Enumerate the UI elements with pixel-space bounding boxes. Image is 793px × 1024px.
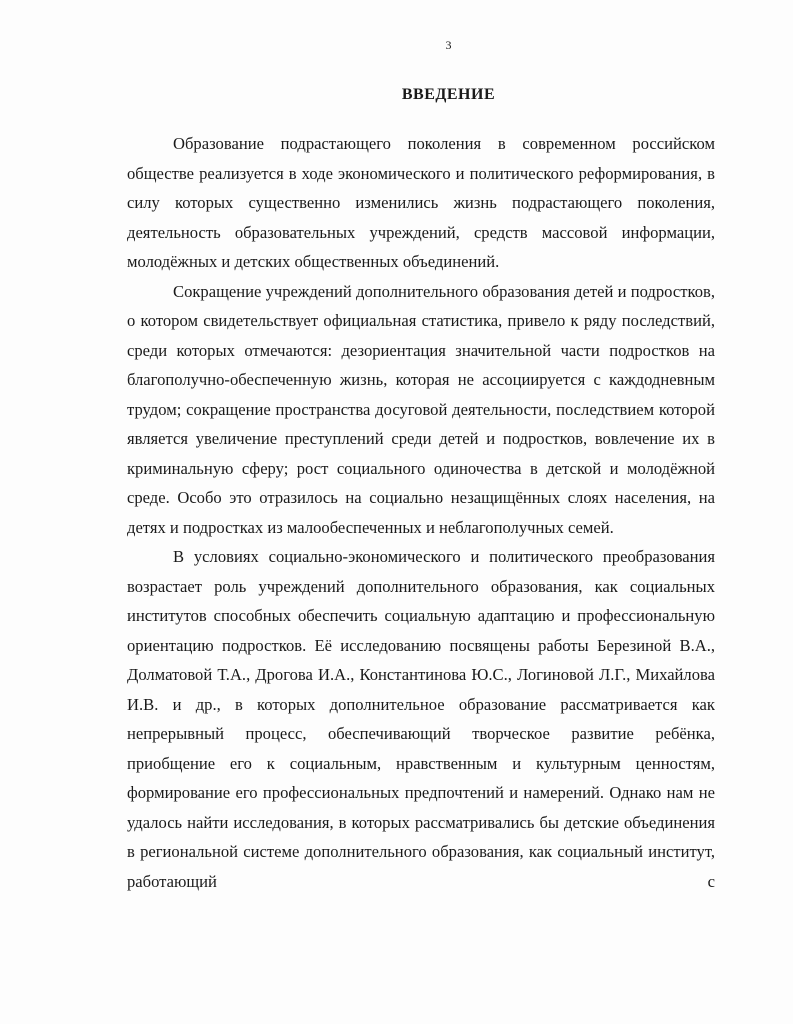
body-text: [127, 129, 715, 896]
paragraph-3: В условиях социально-экономического и политического преобразования возрастает роль учреждений дополнительного образования, как социальных институтов способных обеспечить социальную адаптацию и профессиональную ориентацию подростков. Её исследованию посвящены работы Березиной В.А., Долматовой Т.А., Дрогова И.А., Константинова Ю.С., Логиновой Л.Г., Михайлова И.В. и др., в которых дополнительное образование рассматривается как непрерывный процесс, обеспечивающий творческое развитие ребёнка, приобщение его к социальным, нравственным и культурным ценностям, формирование его профессиональных предпочтений и намерений. Однако нам не удалось найти исследования, в которых рассматривались бы детские объединения в региональной системе дополнительного образования, как социальный институт, работающий с: [127, 547, 715, 891]
section-heading: ВВЕДЕНИЕ: [401, 86, 496, 103]
paragraph-1: Образование подрастающего поколения в современном российском обществе реализуется в ходе экономического и политического реформирования, в силу которых существенно изменились жизнь подрастающего поколения, деятельность образовательных учреждений, средств массовой информации, молодёжных и детских общественных объединений.: [127, 134, 715, 271]
page-number: 3: [445, 38, 452, 52]
paragraph-2: Сокращение учреждений дополнительного образования детей и подростков, о котором свидетельствует официальная статистика, привело к ряду последствий, среди которых отмечаются: дезориентация значительной части подростков на благополучно-обеспеченную жизнь, которая не ассоциируется с каждодневным трудом; сокращение пространства досуговой деятельности, последствием которой является увеличение преступлений среди детей и подростков, вовлечение их в криминальную сферу; рост социального одиночества в детской и молодёжной среде. Особо это отразилось на социально незащищённых слоях населения, на детях и подростках из малообеспеченных и неблагополучных семей.: [127, 281, 715, 537]
